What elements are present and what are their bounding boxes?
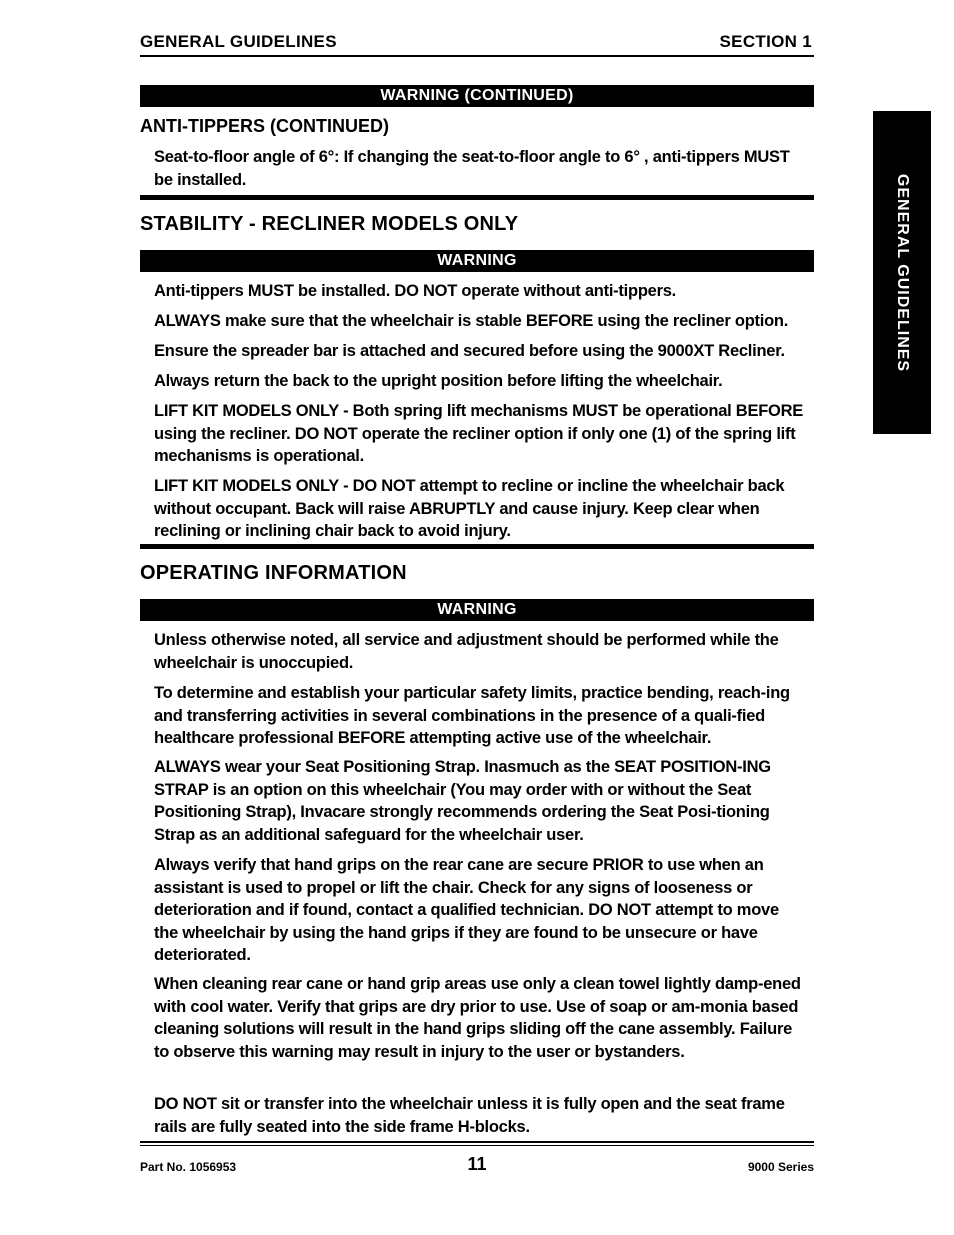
side-tab-label: GENERAL GUIDELINES bbox=[894, 173, 911, 373]
header-section: SECTION 1 bbox=[719, 32, 812, 51]
operating-paragraph-5: When cleaning rear cane or hand grip areas use only a clean towel lightly damp-ened with cool water. Verify that grips are dry prior to use. Use of soap or am-monia based cleaning solutions will result in the hand grips sliding off the cane assembly. Failure to observe this warning may result in injury to the user or bystanders. bbox=[154, 975, 801, 1061]
stability-paragraph-4: Always return the back to the upright position before lifting the wheelchair. bbox=[154, 372, 723, 390]
stability-paragraph-2: ALWAYS make sure that the wheelchair is stable BEFORE using the recliner option. bbox=[154, 312, 789, 330]
operating-heading: OPERATING INFORMATION bbox=[140, 562, 407, 584]
anti-tippers-subhead: ANTI-TIPPERS (CONTINUED) bbox=[140, 116, 389, 136]
stability-heading: STABILITY - RECLINER MODELS ONLY bbox=[140, 213, 519, 235]
stability-paragraph-3: Ensure the spreader bar is attached and secured before using the 9000XT Recliner. bbox=[154, 342, 785, 360]
page-header bbox=[140, 30, 814, 57]
page-footer bbox=[140, 1141, 814, 1183]
stability-paragraph-1: Anti-tippers MUST be installed. DO NOT operate without anti-tippers. bbox=[154, 282, 677, 300]
anti-tippers-paragraph: Seat-to-floor angle of 6°: If changing the seat-to-floor angle to 6° , anti-tippers MUST be installed. bbox=[154, 148, 790, 189]
header-title: GENERAL GUIDELINES bbox=[140, 32, 337, 51]
warning-continued-bar: WARNING (CONTINUED) bbox=[140, 85, 814, 107]
warning-bar: WARNING bbox=[140, 599, 814, 621]
operating-paragraph-1: Unless otherwise noted, all service and adjustment should be performed while the wheelchair is unoccupied. bbox=[154, 631, 779, 672]
page-number: 11 bbox=[467, 1154, 487, 1174]
part-number: Part No. 1056953 bbox=[140, 1160, 237, 1174]
operating-paragraph-3: ALWAYS wear your Seat Positioning Strap. Inasmuch as the SEAT POSITION-ING STRAP is an option on this wheelchair (You may order with or without the Seat Positioning Strap), Invacare strongly recommends ordering the Seat Posi-tioning Strap as an additional safeguard for the wheelchair user. bbox=[154, 758, 771, 844]
operating-paragraph-6: DO NOT sit or transfer into the wheelchair unless it is fully open and the seat frame rails are fully seated into the side frame H-blocks. bbox=[154, 1095, 785, 1136]
series-label: 9000 Series bbox=[747, 1160, 814, 1174]
stability-paragraph-5: LIFT KIT MODELS ONLY - Both spring lift mechanisms MUST be operational BEFORE using the recliner. DO NOT operate the recliner option if only one (1) of the spring lift mechanisms is operational. bbox=[154, 402, 804, 465]
warning-bar: WARNING bbox=[140, 250, 814, 272]
section-rule bbox=[140, 195, 814, 200]
section-side-tab bbox=[873, 111, 931, 434]
stability-paragraph-6: LIFT KIT MODELS ONLY - DO NOT attempt to recline or incline the wheelchair back without occupant. Back will raise ABRUPTLY and cause injury. Keep clear when reclining or inclining chair back to avoid injury. bbox=[154, 477, 785, 540]
section-rule bbox=[140, 544, 814, 549]
operating-paragraph-2: To determine and establish your particular safety limits, practice bending, reach-ing and transferring activities in several combinations in the presence of a quali-fied healthcare professional BEFORE attempting active use of the wheelchair. bbox=[154, 684, 790, 747]
operating-paragraph-4: Always verify that hand grips on the rear cane are secure PRIOR to use when an assistant is used to propel or lift the chair. Check for any signs of looseness or deterioration and if found, contact a qualified technician. DO NOT attempt to move the wheelchair by using the hand grips if they are found to be unsecure or have deteriorated. bbox=[154, 856, 779, 964]
